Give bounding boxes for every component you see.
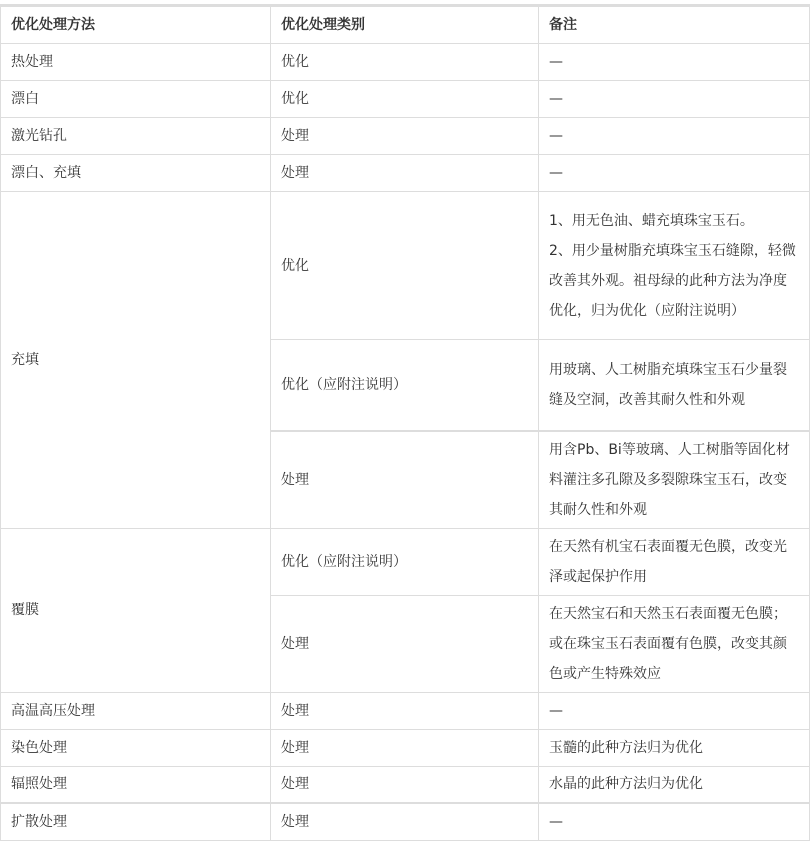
cell-note: 水晶的此种方法归为优化	[539, 766, 810, 803]
cell-note: —	[539, 692, 810, 729]
cell-category: 处理	[271, 803, 539, 840]
table-row	[1, 528, 810, 595]
header-method: 优化处理方法	[1, 6, 271, 44]
cell-method: 染色处理	[1, 729, 271, 766]
cell-category: 处理	[271, 729, 539, 766]
cell-method: 漂白、充填	[1, 155, 271, 192]
note-line: 1、用无色油、蜡充填珠宝玉石。	[549, 212, 754, 229]
cell-note: —	[539, 44, 810, 81]
cell-note	[539, 192, 810, 340]
cell-note: —	[539, 803, 810, 840]
cell-category: 优化	[271, 192, 539, 340]
cell-category: 优化	[271, 44, 539, 81]
cell-method: 充填	[1, 192, 271, 529]
table-row	[1, 81, 810, 118]
cell-note: 在天然宝石和天然玉石表面覆无色膜；或在珠宝玉石表面覆有色膜，改变其颜色或产生特殊效应	[539, 595, 810, 692]
cell-method: 激光钻孔	[1, 118, 271, 155]
table-header-row	[1, 6, 810, 44]
cell-category: 处理	[271, 692, 539, 729]
cell-method: 漂白	[1, 81, 271, 118]
cell-note: —	[539, 81, 810, 118]
note-line: 2、用少量树脂充填珠宝玉石缝隙，轻微改善其外观。祖母绿的此种方法为净度优化，归为优化（应附注说明）	[549, 242, 796, 319]
cell-category: 处理	[271, 155, 539, 192]
cell-method: 覆膜	[1, 528, 271, 692]
gem-treatment-table	[0, 4, 810, 841]
cell-note: 用含Pb、Bi等玻璃、人工树脂等固化材料灌注多孔隙及多裂隙珠宝玉石，改变其耐久性和外观	[539, 431, 810, 529]
cell-category: 优化	[271, 81, 539, 118]
table-row	[1, 729, 810, 766]
cell-note: 玉髓的此种方法归为优化	[539, 729, 810, 766]
cell-note: —	[539, 155, 810, 192]
table-row	[1, 803, 810, 840]
table-row	[1, 766, 810, 803]
cell-method: 高温高压处理	[1, 692, 271, 729]
cell-category: 优化（应附注说明）	[271, 528, 539, 595]
cell-category: 优化（应附注说明）	[271, 340, 539, 431]
cell-method: 热处理	[1, 44, 271, 81]
table-row	[1, 44, 810, 81]
cell-category: 处理	[271, 118, 539, 155]
cell-category: 处理	[271, 431, 539, 529]
cell-note: —	[539, 118, 810, 155]
cell-method: 辐照处理	[1, 766, 271, 803]
cell-note: 在天然有机宝石表面覆无色膜，改变光泽或起保护作用	[539, 528, 810, 595]
header-note: 备注	[539, 6, 810, 44]
table-row	[1, 155, 810, 192]
cell-category: 处理	[271, 595, 539, 692]
cell-note: 用玻璃、人工树脂充填珠宝玉石少量裂缝及空洞，改善其耐久性和外观	[539, 340, 810, 431]
table-row	[1, 118, 810, 155]
table-row	[1, 192, 810, 340]
table-row	[1, 692, 810, 729]
cell-method: 扩散处理	[1, 803, 271, 840]
header-category: 优化处理类别	[271, 6, 539, 44]
cell-category: 处理	[271, 766, 539, 803]
